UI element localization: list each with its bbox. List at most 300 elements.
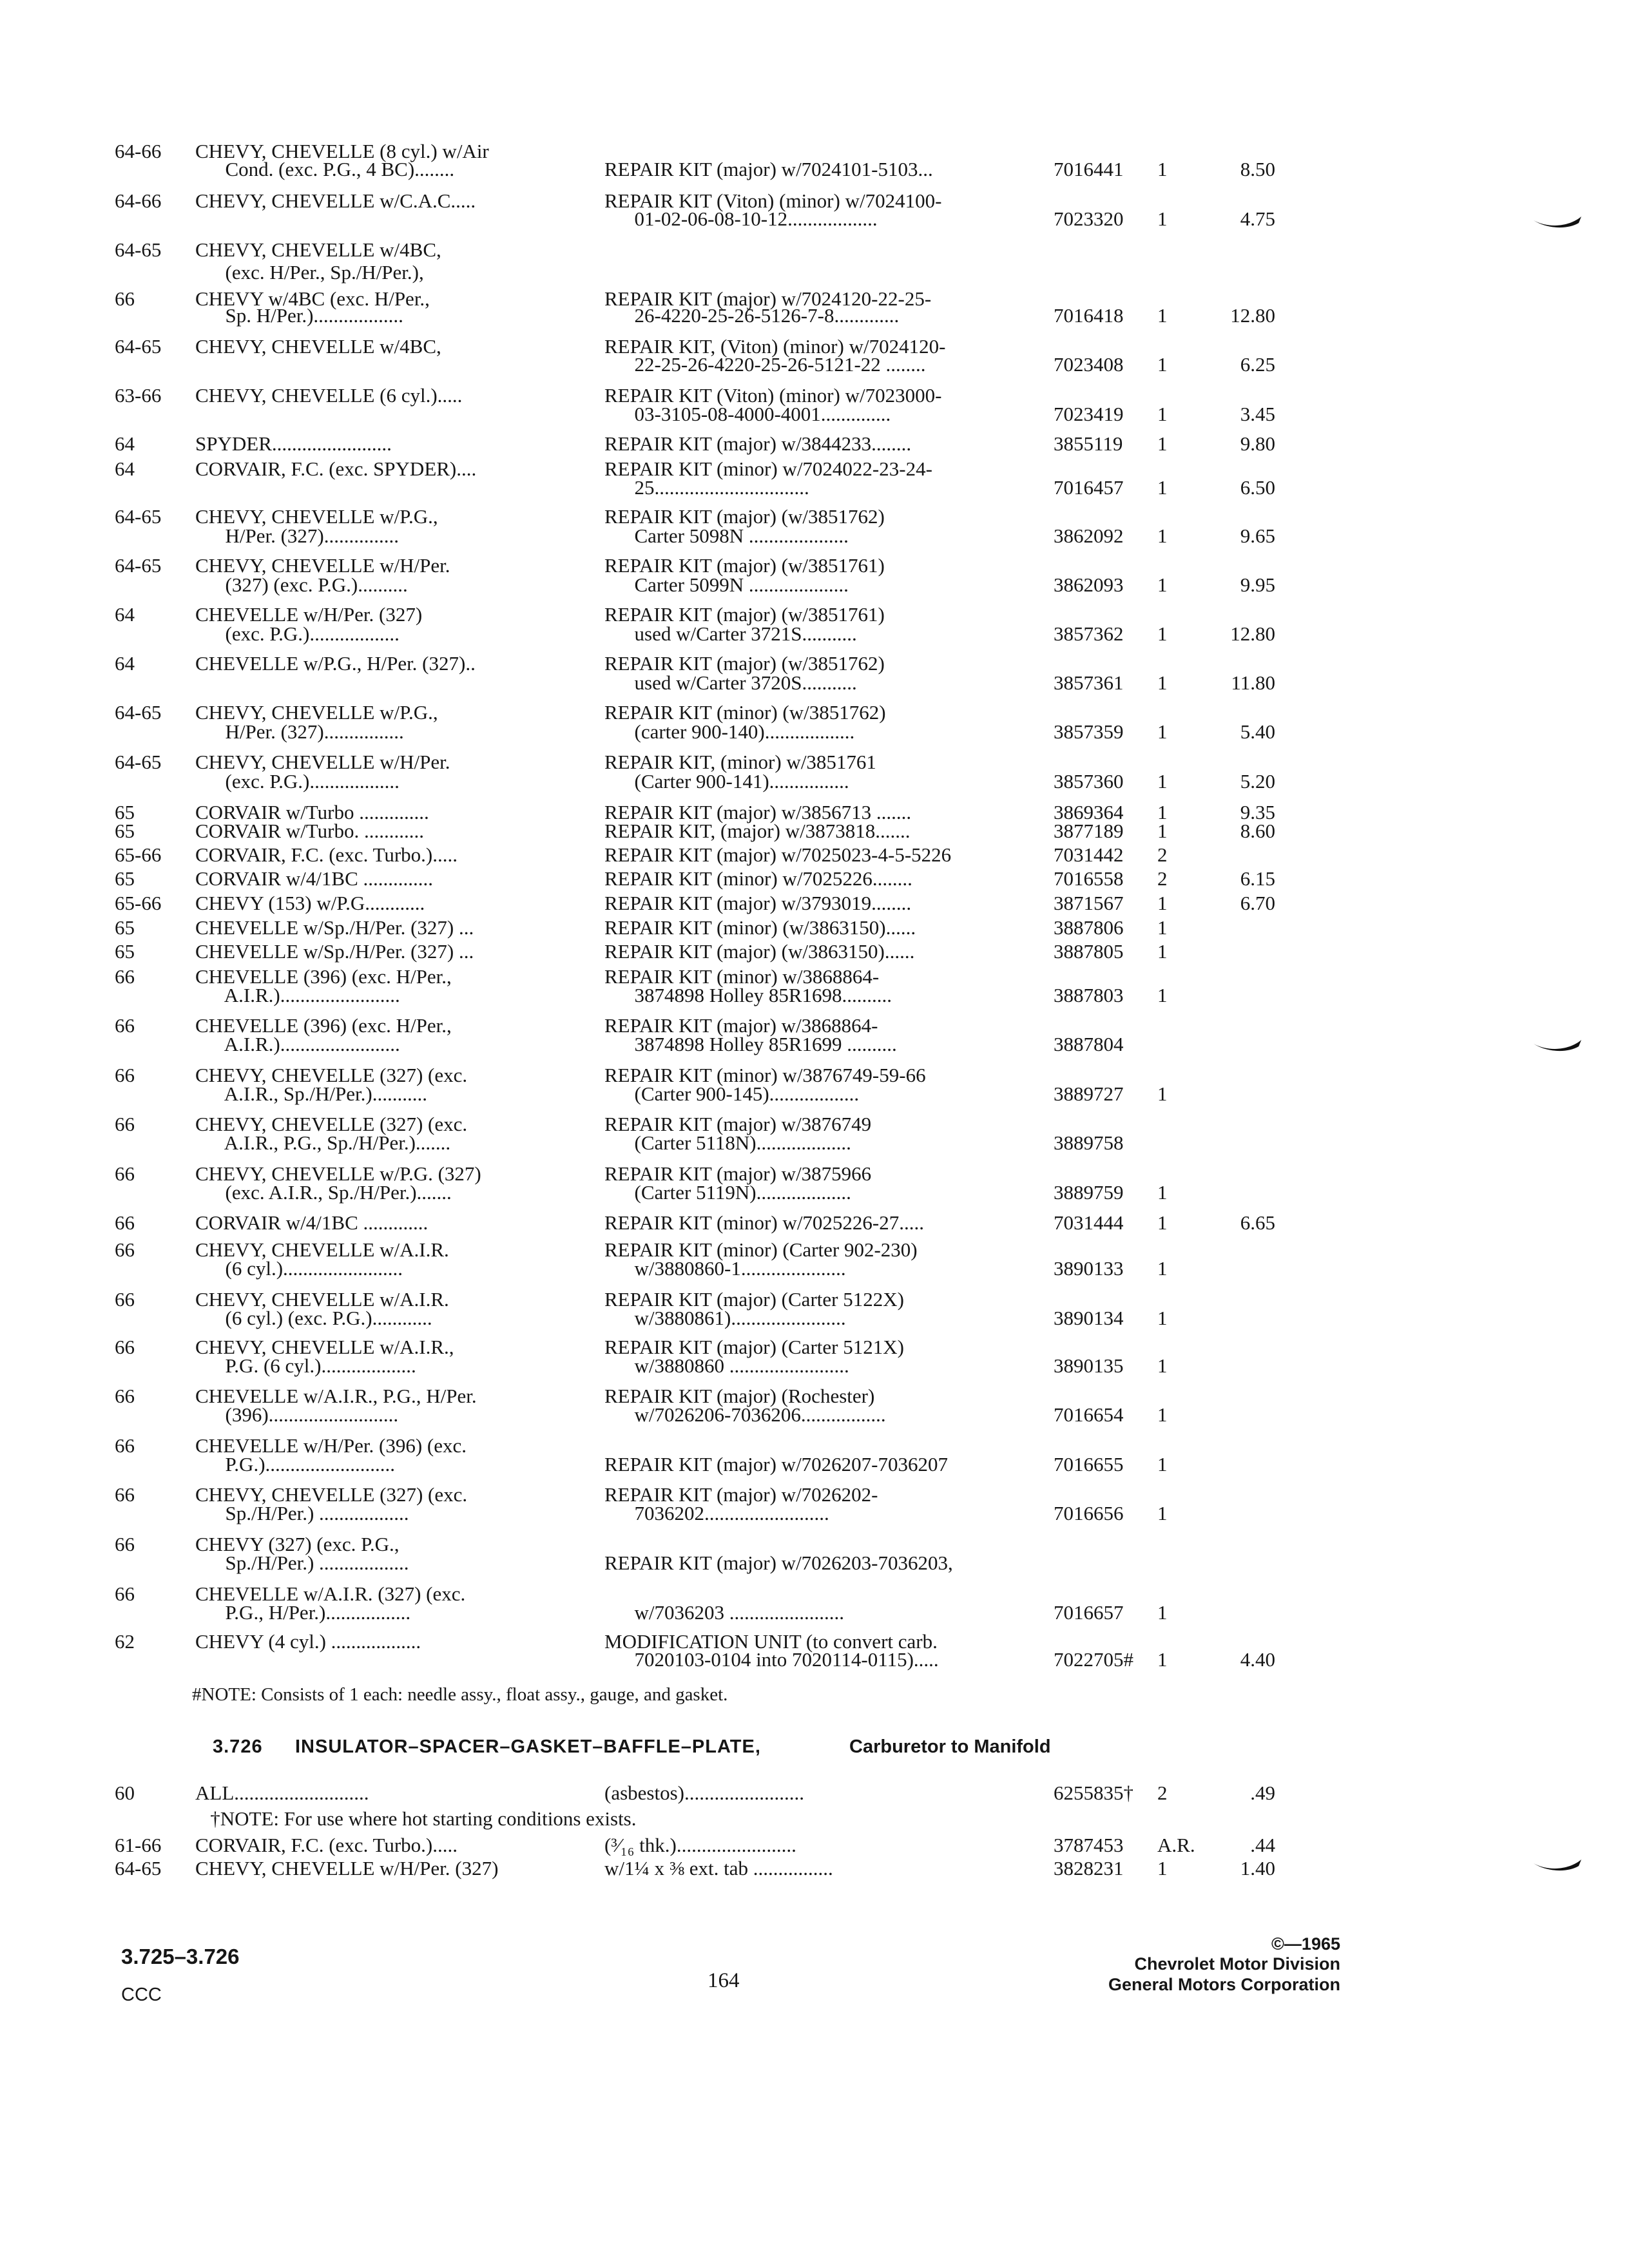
quantity-cell: 2: [1157, 1781, 1168, 1804]
application-cell: Cond. (exc. P.G., 4 BC)........: [195, 157, 455, 180]
corporation-name: General Motors Corporation: [1108, 1974, 1340, 1994]
description-cell: MODIFICATION UNIT (to convert carb.: [604, 1629, 938, 1653]
table-row: [0, 983, 1629, 1006]
quantity-cell: 1: [1157, 1452, 1168, 1475]
table-row: [0, 189, 1629, 212]
application-cell: Sp. H/Per.)..................: [195, 303, 403, 327]
description-cell: REPAIR KIT (major) w/3844233........: [604, 432, 912, 455]
part-number-cell: 7016418: [1054, 303, 1124, 327]
part-number-cell: 3887805: [1054, 939, 1124, 963]
year-cell: 62: [115, 1629, 135, 1653]
application-cell: CORVAIR w/4/1BC ..............: [195, 867, 434, 890]
application-cell: CHEVY, CHEVELLE w/A.I.R.: [195, 1287, 449, 1311]
application-cell: CORVAIR w/Turbo. ............: [195, 819, 424, 842]
table-row: [0, 207, 1629, 230]
description-cell: (Carter 900-141)................: [604, 769, 849, 793]
application-cell: (exc. P.G.)..................: [195, 622, 400, 645]
table-row: [0, 1211, 1629, 1234]
description-cell: REPAIR KIT (major) w/3856713 .......: [604, 800, 912, 823]
table-row: [0, 1112, 1629, 1135]
table-row: [0, 432, 1629, 455]
application-cell: (exc. A.I.R., Sp./H/Per.).......: [195, 1180, 452, 1204]
application-cell: CHEVY, CHEVELLE w/P.G.,: [195, 505, 438, 528]
table-row: [0, 1238, 1629, 1261]
table-row: [0, 1354, 1629, 1377]
application-cell: CHEVELLE (396) (exc. H/Per.,: [195, 965, 452, 988]
description-cell: REPAIR KIT (minor) (Carter 902-230): [604, 1238, 918, 1261]
application-cell: CHEVY, CHEVELLE w/P.G.,: [195, 700, 438, 724]
table-row: [0, 1551, 1629, 1574]
division-name: Chevrolet Motor Division: [1134, 1954, 1340, 1974]
part-number-cell: 3889758: [1054, 1131, 1124, 1154]
application-cell: CHEVY, CHEVELLE w/P.G. (327): [195, 1162, 481, 1185]
quantity-cell: 1: [1157, 1600, 1168, 1624]
application-cell: P.G., H/Per.).................: [195, 1600, 411, 1624]
part-number-cell: 3887804: [1054, 1032, 1124, 1055]
year-cell: 65: [115, 867, 135, 890]
application-cell: H/Per. (327)................: [195, 720, 404, 743]
price-cell: 12.80: [1230, 303, 1275, 327]
table-row: [0, 573, 1629, 596]
year-cell: 64-65: [115, 1856, 162, 1879]
note-row: [0, 1684, 1629, 1705]
table-row: [0, 720, 1629, 743]
quantity-cell: 1: [1157, 1856, 1168, 1879]
year-cell: 66: [115, 1238, 135, 1261]
section-heading: [0, 1736, 1629, 1757]
description-cell: used w/Carter 3720S...........: [604, 671, 857, 694]
description-cell: REPAIR KIT (major) w/7025023-4-5-5226: [604, 843, 952, 866]
application-cell: CHEVY (153) w/P.G............: [195, 891, 425, 914]
description-cell: REPAIR KIT (major) (Carter 5122X): [604, 1287, 904, 1311]
year-cell: 65: [115, 819, 135, 842]
table-row: [0, 402, 1629, 425]
application-cell: CHEVELLE w/P.G., H/Per. (327)..: [195, 651, 476, 675]
application-cell: CHEVELLE w/Sp./H/Per. (327) ...: [195, 916, 474, 939]
description-cell: REPAIR KIT, (minor) w/3851761: [604, 750, 876, 773]
application-cell: †NOTE: For use where hot starting conditions exists.: [195, 1807, 637, 1830]
year-cell: 66: [115, 1162, 135, 1185]
price-cell: 11.80: [1231, 671, 1275, 694]
price-cell: 6.50: [1240, 476, 1275, 499]
description-cell: REPAIR KIT (major) (w/3863150)......: [604, 939, 915, 963]
description-cell: (asbestos)........................: [604, 1781, 804, 1804]
quantity-cell: 1: [1157, 891, 1168, 914]
description-cell: REPAIR KIT (major) w/7026203-7036203,: [604, 1551, 953, 1574]
application-cell: CHEVY, CHEVELLE w/A.I.R.: [195, 1238, 449, 1261]
quantity-cell: 1: [1157, 720, 1168, 743]
application-cell: CORVAIR, F.C. (exc. Turbo.).....: [195, 1833, 458, 1856]
description-cell: w/3880860-1.....................: [604, 1256, 846, 1280]
part-number-cell: 3890134: [1054, 1306, 1124, 1329]
quantity-cell: 1: [1157, 207, 1168, 230]
table-row: [0, 1384, 1629, 1407]
description-cell: Carter 5099N ....................: [604, 573, 849, 596]
year-cell: 64-65: [115, 505, 162, 528]
table-row: [0, 843, 1629, 866]
application-cell: CHEVY, CHEVELLE w/A.I.R.,: [195, 1335, 454, 1358]
application-cell: A.I.R.)........................: [195, 983, 400, 1006]
description-cell: 26-4220-25-26-5126-7-8.............: [604, 303, 900, 327]
application-cell: CHEVELLE w/A.I.R. (327) (exc.: [195, 1582, 466, 1605]
price-cell: 9.80: [1240, 432, 1275, 455]
page-number: 164: [708, 1968, 740, 1992]
table-row: [0, 750, 1629, 773]
application-cell: CHEVY, CHEVELLE w/4BC,: [195, 334, 441, 358]
description-cell: w/7036203 .......................: [604, 1600, 844, 1624]
quantity-cell: 2: [1157, 867, 1168, 890]
description-cell: REPAIR KIT (major) w/7026207-7036207: [604, 1452, 949, 1475]
year-cell: 65: [115, 800, 135, 823]
application-cell: CHEVY, CHEVELLE (327) (exc.: [195, 1063, 468, 1086]
year-cell: 64-65: [115, 700, 162, 724]
description-cell: w/3880860 ........................: [604, 1354, 849, 1377]
description-cell: REPAIR KIT (Viton) (minor) w/7023000-: [604, 383, 942, 407]
part-number-cell: 3887803: [1054, 983, 1124, 1006]
application-cell: SPYDER........................: [195, 432, 392, 455]
quantity-cell: 1: [1157, 352, 1168, 376]
description-cell: 03-3105-08-4000-4001..............: [604, 402, 891, 425]
part-number-cell: 3869364: [1054, 800, 1124, 823]
table-row: [0, 238, 1629, 261]
application-cell: ALL...........................: [195, 1781, 369, 1804]
description-cell: (Carter 5118N)...................: [604, 1131, 851, 1154]
application-cell: (327) (exc. P.G.)..........: [195, 573, 408, 596]
quantity-cell: 1: [1157, 476, 1168, 499]
quantity-cell: 1: [1157, 769, 1168, 793]
application-cell: (6 cyl.) (exc. P.G.)............: [195, 1306, 432, 1329]
quantity-cell: 1: [1157, 1501, 1168, 1524]
description-cell: w/7026206-7036206.................: [604, 1403, 886, 1426]
quantity-cell: 1: [1157, 622, 1168, 645]
application-cell: (exc. H/Per., Sp./H/Per.),: [195, 260, 424, 284]
price-cell: 6.65: [1240, 1211, 1275, 1234]
year-cell: 66: [115, 1532, 135, 1555]
table-row: [0, 1131, 1629, 1154]
quantity-cell: 1: [1157, 800, 1168, 823]
part-number-cell: 6255835†: [1054, 1781, 1133, 1804]
part-number-cell: 3857360: [1054, 769, 1124, 793]
year-cell: 66: [115, 1483, 135, 1506]
quantity-cell: 1: [1157, 1180, 1168, 1204]
footer-section-range: 3.725–3.726: [121, 1944, 240, 1968]
description-cell: REPAIR KIT, (Viton) (minor) w/7024120-: [604, 334, 946, 358]
year-cell: 66: [115, 1384, 135, 1407]
footer-code: CCC: [121, 1984, 162, 2005]
part-number-cell: 7016441: [1054, 157, 1124, 180]
application-cell: CHEVY, CHEVELLE w/C.A.C.....: [195, 189, 476, 212]
binder-mark-middle: [1532, 1039, 1583, 1053]
part-number-cell: 3890135: [1054, 1354, 1124, 1377]
part-number-cell: 3887806: [1054, 916, 1124, 939]
price-cell: 4.40: [1240, 1648, 1275, 1671]
year-cell: 64-65: [115, 334, 162, 358]
quantity-cell: 1: [1157, 916, 1168, 939]
part-number-cell: 7016656: [1054, 1501, 1124, 1524]
application-cell: CHEVY, CHEVELLE w/H/Per.: [195, 750, 450, 773]
quantity-cell: 2: [1157, 843, 1168, 866]
quantity-cell: 1: [1157, 819, 1168, 842]
year-cell: 66: [115, 965, 135, 988]
table-row: [0, 157, 1629, 180]
year-cell: 66: [115, 1582, 135, 1605]
part-number-cell: 7016457: [1054, 476, 1124, 499]
price-cell: 5.20: [1240, 769, 1275, 793]
price-cell: 9.65: [1240, 524, 1275, 547]
description-cell: 22-25-26-4220-25-26-5121-22 ........: [604, 352, 926, 376]
quantity-cell: 1: [1157, 1211, 1168, 1234]
year-cell: 64-65: [115, 750, 162, 773]
quantity-cell: 1: [1157, 303, 1168, 327]
application-cell: A.I.R.)........................: [195, 1032, 400, 1055]
price-cell: 12.80: [1230, 622, 1275, 645]
description-cell: REPAIR KIT (minor) (w/3851762): [604, 700, 886, 724]
quantity-cell: A.R.: [1157, 1833, 1195, 1856]
section-number: 3.726: [213, 1736, 263, 1757]
table-row: [0, 1032, 1629, 1055]
part-number-cell: 7023408: [1054, 352, 1124, 376]
part-number-cell: 3889727: [1054, 1082, 1124, 1105]
description-cell: (Carter 5119N)...................: [604, 1180, 851, 1204]
part-number-cell: 7023320: [1054, 207, 1124, 230]
description-cell: used w/Carter 3721S...........: [604, 622, 857, 645]
application-cell: Sp./H/Per.) ..................: [195, 1551, 409, 1574]
part-number-cell: 7022705#: [1054, 1648, 1133, 1671]
application-cell: CHEVELLE w/H/Per. (327): [195, 602, 423, 626]
description-cell: w/1¼ x ⅜ ext. tab ................: [604, 1856, 833, 1879]
price-cell: .49: [1250, 1781, 1275, 1804]
description-cell: REPAIR KIT (major) w/3793019........: [604, 891, 912, 914]
quantity-cell: 1: [1157, 524, 1168, 547]
year-cell: 66: [115, 1063, 135, 1086]
application-cell: CHEVELLE w/A.I.R., P.G., H/Per.: [195, 1384, 477, 1407]
part-number-cell: 3855119: [1054, 432, 1123, 455]
price-cell: 6.70: [1240, 891, 1275, 914]
application-cell: CORVAIR, F.C. (exc. SPYDER)....: [195, 457, 477, 480]
application-cell: CHEVY, CHEVELLE w/H/Per.: [195, 553, 450, 577]
application-cell: CORVAIR w/4/1BC .............: [195, 1211, 429, 1234]
year-cell: 64: [115, 432, 135, 455]
description-cell: 7036202.........................: [604, 1501, 829, 1524]
table-row: [0, 1582, 1629, 1605]
description-cell: REPAIR KIT (minor) (w/3863150)......: [604, 916, 916, 939]
year-cell: 65-66: [115, 891, 162, 914]
section-title: INSULATOR–SPACER–GASKET–BAFFLE–PLATE,: [295, 1736, 761, 1757]
quantity-cell: 1: [1157, 1306, 1168, 1329]
application-cell: CHEVY, CHEVELLE (327) (exc.: [195, 1483, 468, 1506]
quantity-cell: 1: [1157, 402, 1168, 425]
year-cell: 60: [115, 1781, 135, 1804]
table-row: [0, 819, 1629, 842]
description-cell: (³⁄₁₆ thk.)........................: [604, 1833, 796, 1856]
table-row: [0, 139, 1629, 162]
application-cell: CORVAIR, F.C. (exc. Turbo.).....: [195, 843, 458, 866]
binder-mark-top: [1532, 215, 1583, 229]
application-cell: CHEVY, CHEVELLE (6 cyl.).....: [195, 383, 463, 407]
description-cell: 3874898 Holley 85R1699 ..........: [604, 1032, 897, 1055]
description-cell: REPAIR KIT (major) (w/3851761): [604, 602, 885, 626]
quantity-cell: 1: [1157, 1256, 1168, 1280]
part-number-cell: 3862092: [1054, 524, 1124, 547]
description-cell: REPAIR KIT (minor) w/7025226-27.....: [604, 1211, 924, 1234]
year-cell: 61-66: [115, 1833, 162, 1856]
price-cell: 9.35: [1240, 800, 1275, 823]
part-number-cell: 3857361: [1054, 671, 1124, 694]
description-cell: REPAIR KIT (minor) w/7024022-23-24-: [604, 457, 932, 480]
section-subtitle: Carburetor to Manifold: [849, 1736, 1051, 1757]
quantity-cell: 1: [1157, 983, 1168, 1006]
table-row: [0, 524, 1629, 547]
year-cell: 64-65: [115, 238, 162, 261]
table-row: [0, 1807, 1629, 1830]
year-cell: 64-66: [115, 189, 162, 212]
table-row: [0, 1306, 1629, 1329]
part-number-cell: 3857362: [1054, 622, 1124, 645]
application-cell: CHEVELLE w/H/Per. (396) (exc.: [195, 1434, 467, 1457]
table-row: [0, 1063, 1629, 1086]
description-cell: (carter 900-140)..................: [604, 720, 855, 743]
binder-mark-bottom: [1532, 1858, 1583, 1872]
price-cell: 3.45: [1240, 402, 1275, 425]
description-cell: REPAIR KIT (major) (Rochester): [604, 1384, 875, 1407]
application-cell: CORVAIR w/Turbo ..............: [195, 800, 429, 823]
table-row: [0, 1082, 1629, 1105]
year-cell: 66: [115, 1434, 135, 1457]
application-cell: (exc. P.G.)..................: [195, 769, 400, 793]
application-cell: (396)..........................: [195, 1403, 399, 1426]
year-cell: 63-66: [115, 383, 162, 407]
description-cell: REPAIR KIT (major) (w/3851762): [604, 505, 885, 528]
part-number-cell: 7016657: [1054, 1600, 1124, 1624]
year-cell: 66: [115, 1112, 135, 1135]
application-cell: CHEVY, CHEVELLE (327) (exc.: [195, 1112, 468, 1135]
part-number-cell: 3871567: [1054, 891, 1124, 914]
year-cell: 64: [115, 457, 135, 480]
description-cell: REPAIR KIT (major) (w/3851761): [604, 553, 885, 577]
part-number-cell: 3890133: [1054, 1256, 1124, 1280]
price-cell: 4.75: [1240, 207, 1275, 230]
year-cell: 64: [115, 602, 135, 626]
quantity-cell: 1: [1157, 1082, 1168, 1105]
table-row: [0, 622, 1629, 645]
year-cell: 66: [115, 1014, 135, 1037]
table-row: [0, 1833, 1629, 1856]
application-cell: CHEVELLE w/Sp./H/Per. (327) ...: [195, 939, 474, 963]
description-cell: REPAIR KIT (major) w/3868864-: [604, 1014, 878, 1037]
table-row: [0, 1403, 1629, 1426]
part-number-cell: 7016558: [1054, 867, 1124, 890]
application-cell: P.G.)..........................: [195, 1452, 396, 1475]
table-row: [0, 800, 1629, 823]
description-cell: REPAIR KIT (major) w/3876749: [604, 1112, 872, 1135]
price-cell: 5.40: [1240, 720, 1275, 743]
application-cell: CHEVY (327) (exc. P.G.,: [195, 1532, 400, 1555]
year-cell: 65-66: [115, 843, 162, 866]
application-cell: P.G. (6 cyl.)...................: [195, 1354, 416, 1377]
price-cell: 6.25: [1240, 352, 1275, 376]
part-number-cell: 7031444: [1054, 1211, 1124, 1234]
description-cell: Carter 5098N ....................: [604, 524, 849, 547]
table-row: [0, 891, 1629, 914]
year-cell: 64-65: [115, 553, 162, 577]
application-cell: CHEVY, CHEVELLE w/H/Per. (327): [195, 1856, 499, 1879]
copyright: ©—1965: [1271, 1934, 1340, 1954]
part-number-cell: 3828231: [1054, 1856, 1124, 1879]
description-cell: REPAIR KIT (major) (Carter 5121X): [604, 1335, 904, 1358]
description-cell: REPAIR KIT (major) w/7026202-: [604, 1483, 878, 1506]
year-cell: 66: [115, 287, 135, 310]
quantity-cell: 1: [1157, 939, 1168, 963]
description-cell: (Carter 900-145)..................: [604, 1082, 860, 1105]
price-cell: 8.60: [1240, 819, 1275, 842]
description-cell: REPAIR KIT (major) w/7024101-5103...: [604, 157, 933, 180]
application-cell: A.I.R., Sp./H/Per.)...........: [195, 1082, 427, 1105]
year-cell: 65: [115, 939, 135, 963]
year-cell: 64: [115, 651, 135, 675]
price-cell: 8.50: [1240, 157, 1275, 180]
description-cell: 7020103-0104 into 7020114-0115).....: [604, 1648, 939, 1671]
application-cell: (6 cyl.)........................: [195, 1256, 403, 1280]
part-number-cell: 3857359: [1054, 720, 1124, 743]
quantity-cell: 1: [1157, 671, 1168, 694]
description-cell: 01-02-06-08-10-12..................: [604, 207, 878, 230]
price-cell: 9.95: [1240, 573, 1275, 596]
quantity-cell: 1: [1157, 1403, 1168, 1426]
part-number-cell: 3889759: [1054, 1180, 1124, 1204]
quantity-cell: 1: [1157, 432, 1168, 455]
description-cell: REPAIR KIT (minor) w/7025226........: [604, 867, 912, 890]
application-cell: CHEVY (4 cyl.) ..................: [195, 1629, 421, 1653]
year-cell: 65: [115, 916, 135, 939]
part-number-cell: 7023419: [1054, 402, 1124, 425]
part-number-cell: 3787453: [1054, 1833, 1124, 1856]
table-row: [0, 671, 1629, 694]
part-number-cell: 7016655: [1054, 1452, 1124, 1475]
part-number-cell: 7016654: [1054, 1403, 1124, 1426]
application-cell: CHEVY, CHEVELLE (8 cyl.) w/Air: [195, 139, 489, 162]
year-cell: 64-66: [115, 139, 162, 162]
price-cell: 6.15: [1240, 867, 1275, 890]
quantity-cell: 1: [1157, 1648, 1168, 1671]
quantity-cell: 1: [1157, 573, 1168, 596]
table-row: [0, 1162, 1629, 1185]
application-cell: H/Per. (327)...............: [195, 524, 400, 547]
year-cell: 66: [115, 1287, 135, 1311]
description-cell: REPAIR KIT (major) (w/3851762): [604, 651, 885, 675]
table-row: [0, 1781, 1629, 1804]
part-number-cell: 3877189: [1054, 819, 1124, 842]
year-cell: 66: [115, 1335, 135, 1358]
part-number-cell: 7031442: [1054, 843, 1124, 866]
description-cell: REPAIR KIT (major) w/7024120-22-25-: [604, 287, 932, 310]
table-row: [0, 457, 1629, 480]
description-cell: 3874898 Holley 85R1698..........: [604, 983, 892, 1006]
price-cell: 1.40: [1240, 1856, 1275, 1879]
quantity-cell: 1: [1157, 1354, 1168, 1377]
table-row: [0, 1335, 1629, 1358]
price-cell: .44: [1250, 1833, 1275, 1856]
part-number-cell: 3862093: [1054, 573, 1124, 596]
application-cell: A.I.R., P.G., Sp./H/Per.).......: [195, 1131, 451, 1154]
application-cell: Sp./H/Per.) ..................: [195, 1501, 409, 1524]
description-cell: w/3880861).......................: [604, 1306, 846, 1329]
application-cell: CHEVELLE (396) (exc. H/Per.,: [195, 1014, 452, 1037]
description-cell: REPAIR KIT (minor) w/3876749-59-66: [604, 1063, 926, 1086]
description-cell: 25...............................: [604, 476, 809, 499]
quantity-cell: 1: [1157, 157, 1168, 180]
application-cell: CHEVY, CHEVELLE w/4BC,: [195, 238, 441, 261]
consists-note: #NOTE: Consists of 1 each: needle assy., float assy., gauge, and gasket.: [192, 1684, 728, 1705]
